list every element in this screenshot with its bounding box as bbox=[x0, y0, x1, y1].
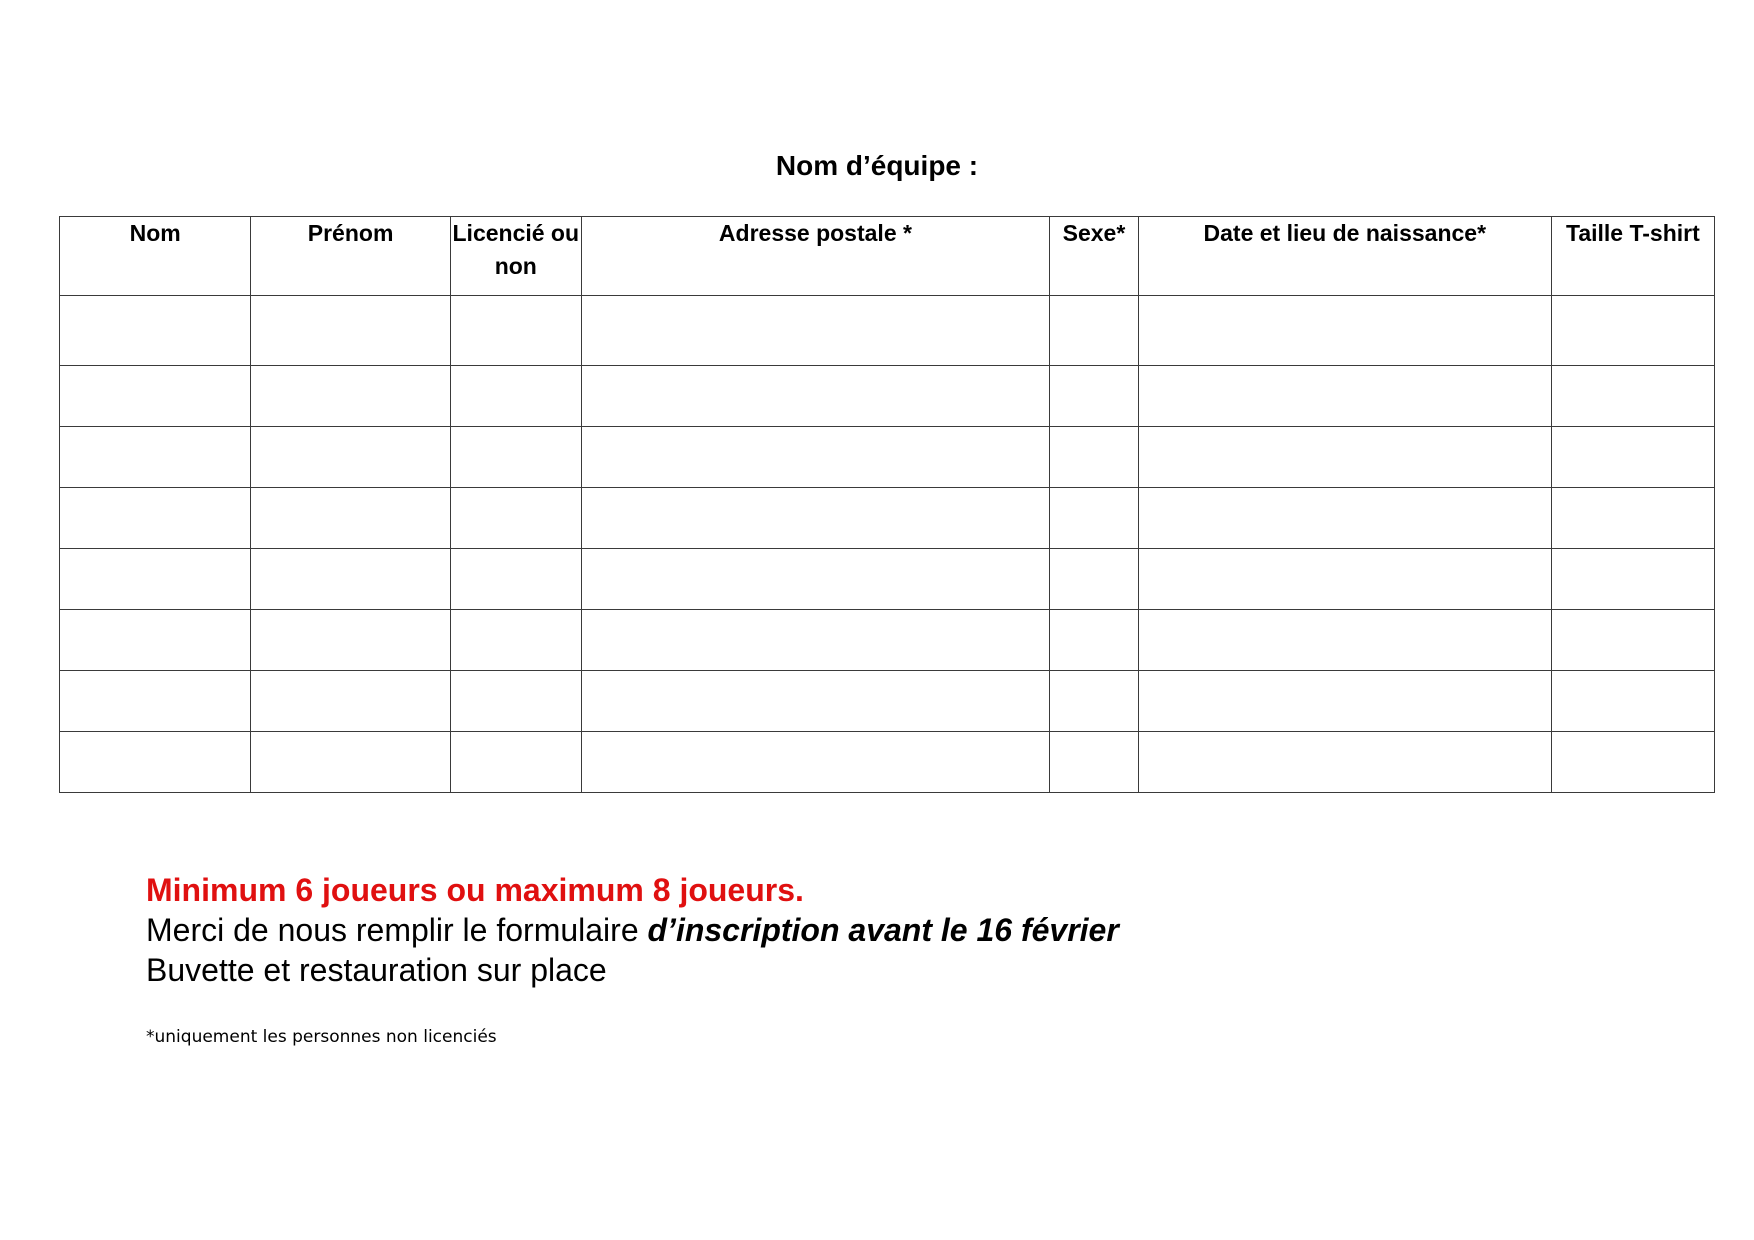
table-cell[interactable] bbox=[581, 427, 1049, 488]
table-cell[interactable] bbox=[60, 732, 251, 793]
table-cell[interactable] bbox=[1138, 549, 1551, 610]
table-cell[interactable] bbox=[60, 296, 251, 366]
table-cell[interactable] bbox=[450, 296, 581, 366]
table-cell[interactable] bbox=[1138, 671, 1551, 732]
table-body bbox=[60, 296, 1715, 793]
table-cell[interactable] bbox=[60, 549, 251, 610]
deadline-prefix: Merci de nous remplir le formulaire bbox=[146, 912, 648, 948]
deadline-note bbox=[146, 910, 1646, 950]
table-cell[interactable] bbox=[251, 427, 450, 488]
table-cell[interactable] bbox=[60, 488, 251, 549]
table-cell[interactable] bbox=[251, 732, 450, 793]
table-cell[interactable] bbox=[1138, 610, 1551, 671]
table-cell[interactable] bbox=[1551, 366, 1714, 427]
registration-table bbox=[59, 216, 1715, 793]
table-cell[interactable] bbox=[60, 610, 251, 671]
table-row bbox=[60, 671, 1715, 732]
footnote: *uniquement les personnes non licenciés bbox=[146, 1027, 497, 1047]
table-cell[interactable] bbox=[1050, 427, 1139, 488]
table-header-row bbox=[60, 217, 1715, 296]
table-row bbox=[60, 296, 1715, 366]
table-cell[interactable] bbox=[450, 549, 581, 610]
table-cell[interactable] bbox=[581, 671, 1049, 732]
table-cell[interactable] bbox=[251, 549, 450, 610]
table-cell[interactable] bbox=[1050, 366, 1139, 427]
table-cell[interactable] bbox=[1551, 732, 1714, 793]
team-name-label: Nom d’équipe : bbox=[775, 150, 979, 181]
table-cell[interactable] bbox=[450, 610, 581, 671]
table-cell[interactable] bbox=[251, 610, 450, 671]
table-cell[interactable] bbox=[1138, 732, 1551, 793]
table-cell[interactable] bbox=[1050, 488, 1139, 549]
refreshments-note: Buvette et restauration sur place bbox=[146, 952, 607, 988]
table-cell[interactable] bbox=[1050, 732, 1139, 793]
header-taille: Taille T-shirt bbox=[1551, 217, 1714, 296]
table-cell[interactable] bbox=[1138, 427, 1551, 488]
notes-block bbox=[146, 870, 1646, 990]
player-count-warning: Minimum 6 joueurs ou maximum 8 joueurs. bbox=[146, 872, 804, 908]
table-cell[interactable] bbox=[251, 296, 450, 366]
table-cell[interactable] bbox=[450, 732, 581, 793]
table-cell[interactable] bbox=[581, 296, 1049, 366]
table-cell[interactable] bbox=[60, 671, 251, 732]
header-nom: Nom bbox=[60, 217, 251, 296]
table-cell[interactable] bbox=[60, 366, 251, 427]
table-row bbox=[60, 549, 1715, 610]
table-cell[interactable] bbox=[1551, 427, 1714, 488]
table-row bbox=[60, 488, 1715, 549]
header-sexe: Sexe* bbox=[1050, 217, 1139, 296]
table-cell[interactable] bbox=[1138, 366, 1551, 427]
header-adresse: Adresse postale * bbox=[581, 217, 1049, 296]
table-cell[interactable] bbox=[251, 488, 450, 549]
table-cell[interactable] bbox=[450, 427, 581, 488]
table-cell[interactable] bbox=[581, 610, 1049, 671]
table-cell[interactable] bbox=[1551, 549, 1714, 610]
table-cell[interactable] bbox=[1551, 488, 1714, 549]
table-cell[interactable] bbox=[1551, 671, 1714, 732]
table-row bbox=[60, 366, 1715, 427]
table-cell[interactable] bbox=[1551, 610, 1714, 671]
table-cell[interactable] bbox=[251, 671, 450, 732]
table-cell[interactable] bbox=[581, 549, 1049, 610]
header-naissance: Date et lieu de naissance* bbox=[1138, 217, 1551, 296]
table-cell[interactable] bbox=[450, 488, 581, 549]
header-licencie: Licencié ou non bbox=[450, 217, 581, 296]
table-cell[interactable] bbox=[1050, 549, 1139, 610]
table-cell[interactable] bbox=[450, 366, 581, 427]
table-cell[interactable] bbox=[1138, 296, 1551, 366]
header-prenom: Prénom bbox=[251, 217, 450, 296]
table-cell[interactable] bbox=[1050, 296, 1139, 366]
table-cell[interactable] bbox=[581, 366, 1049, 427]
table-cell[interactable] bbox=[1551, 296, 1714, 366]
table-cell[interactable] bbox=[450, 671, 581, 732]
table-row bbox=[60, 610, 1715, 671]
table-cell[interactable] bbox=[251, 366, 450, 427]
table-cell[interactable] bbox=[1050, 610, 1139, 671]
table-cell[interactable] bbox=[1050, 671, 1139, 732]
table-cell[interactable] bbox=[60, 427, 251, 488]
table-cell[interactable] bbox=[581, 732, 1049, 793]
table-row bbox=[60, 732, 1715, 793]
table-cell[interactable] bbox=[1138, 488, 1551, 549]
table-row bbox=[60, 427, 1715, 488]
table-cell[interactable] bbox=[581, 488, 1049, 549]
deadline-emphasis: d’inscription avant le 16 février bbox=[647, 912, 1119, 948]
